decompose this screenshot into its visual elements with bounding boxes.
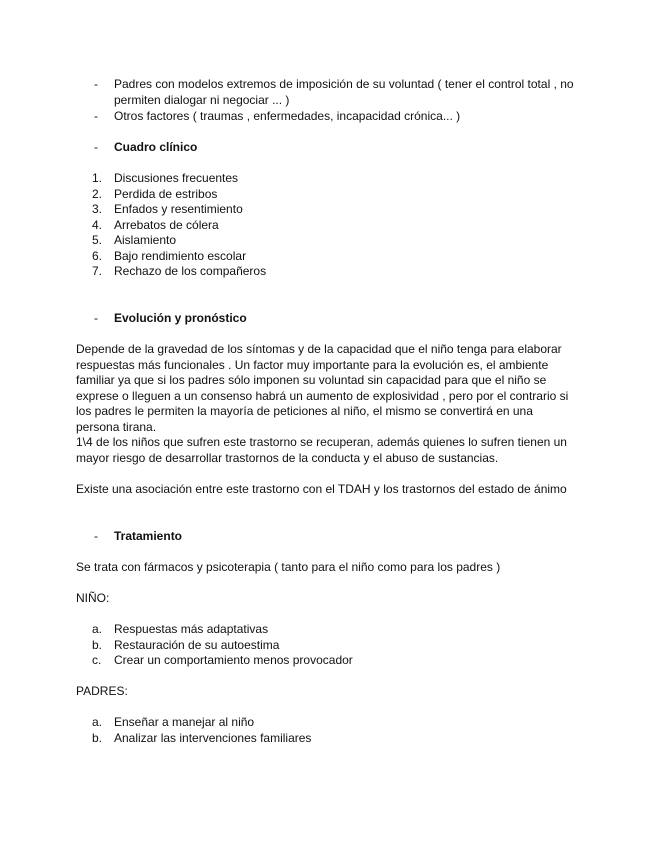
letter-marker: a. xyxy=(92,715,103,729)
list-item-text: Enseñar a manejar al niño xyxy=(114,715,255,729)
bullet-marker: - xyxy=(94,109,98,123)
list-item-text: Perdida de estribos xyxy=(114,186,218,201)
letter-marker: c. xyxy=(92,653,102,667)
paragraph-evolucion: Depende de la gravedad de los síntomas y de la capacidad que el niño tenga para elaborar respuestas más funcionales . Un factor muy importante para la evolución es, el ambiente familiar ya que si los padres sólo imponen su voluntad sin capacidad para que el niño se exprese o lleguen a un consenso habrá un aumento de explosividad , pero por el contrario si los padres le permiten la mayoría de peticiones al niño, el mismo se convertirá en una persona tirana. xyxy=(76,342,569,434)
letter-marker: b. xyxy=(92,730,103,745)
number-marker: 3. xyxy=(92,202,103,216)
list-item-text: Otros factores ( traumas , enfermedades, incapacidad crónica... ) xyxy=(114,109,461,123)
list-item-text: Respuestas más adaptativas xyxy=(114,622,269,636)
list-item-text: Crear un comportamiento menos provocador xyxy=(114,653,353,667)
label-padres: PADRES: xyxy=(76,684,128,698)
list-item-text: Discusiones frecuentes xyxy=(114,171,239,185)
paragraph-recuperacion: 1\4 de los niños que sufren este trastorno se recuperan, además quienes lo sufren tienen un mayor riesgo de desarrollar trastornos de la conducta y el abuso de sustancias. xyxy=(76,435,567,465)
number-marker: 6. xyxy=(92,248,103,263)
list-item-text: Arrebatos de cólera xyxy=(114,217,219,232)
letter-marker: b. xyxy=(92,637,103,652)
paragraph-asociacion: Existe una asociación entre este trastorno con el TDAH y los trastornos del estado de ánimo xyxy=(76,482,567,496)
bullet-marker: - xyxy=(94,311,98,325)
bullet-marker: - xyxy=(94,140,98,154)
heading-text: Evolución y pronóstico xyxy=(114,311,247,325)
number-marker: 4. xyxy=(92,217,103,232)
list-item-text: Padres con modelos extremos de imposición de su voluntad ( tener el control total , no permiten dialogar ni negociar ... ) xyxy=(114,77,574,107)
number-marker: 2. xyxy=(92,186,103,201)
number-marker: 7. xyxy=(92,264,103,278)
paragraph-tratamiento: Se trata con fármacos y psicoterapia ( tanto para el niño como para los padres ) xyxy=(76,560,501,574)
number-marker: 1. xyxy=(92,171,103,185)
list-item-text: Analizar las intervenciones familiares xyxy=(114,730,312,745)
list-item-text: Enfados y resentimiento xyxy=(114,202,243,216)
bullet-marker: - xyxy=(94,77,98,91)
letter-marker: a. xyxy=(92,622,103,636)
label-nino: NIÑO: xyxy=(76,591,110,605)
list-item-text: Aislamiento xyxy=(114,233,177,247)
list-item-text: Rechazo de los compañeros xyxy=(114,264,267,278)
list-item-text: Bajo rendimiento escolar xyxy=(114,248,247,263)
list-item-text: Restauración de su autoestima xyxy=(114,637,280,652)
bullet-marker: - xyxy=(94,529,98,543)
heading-text: Tratamiento xyxy=(114,529,183,543)
number-marker: 5. xyxy=(92,233,103,247)
heading-text: Cuadro clínico xyxy=(114,140,198,154)
